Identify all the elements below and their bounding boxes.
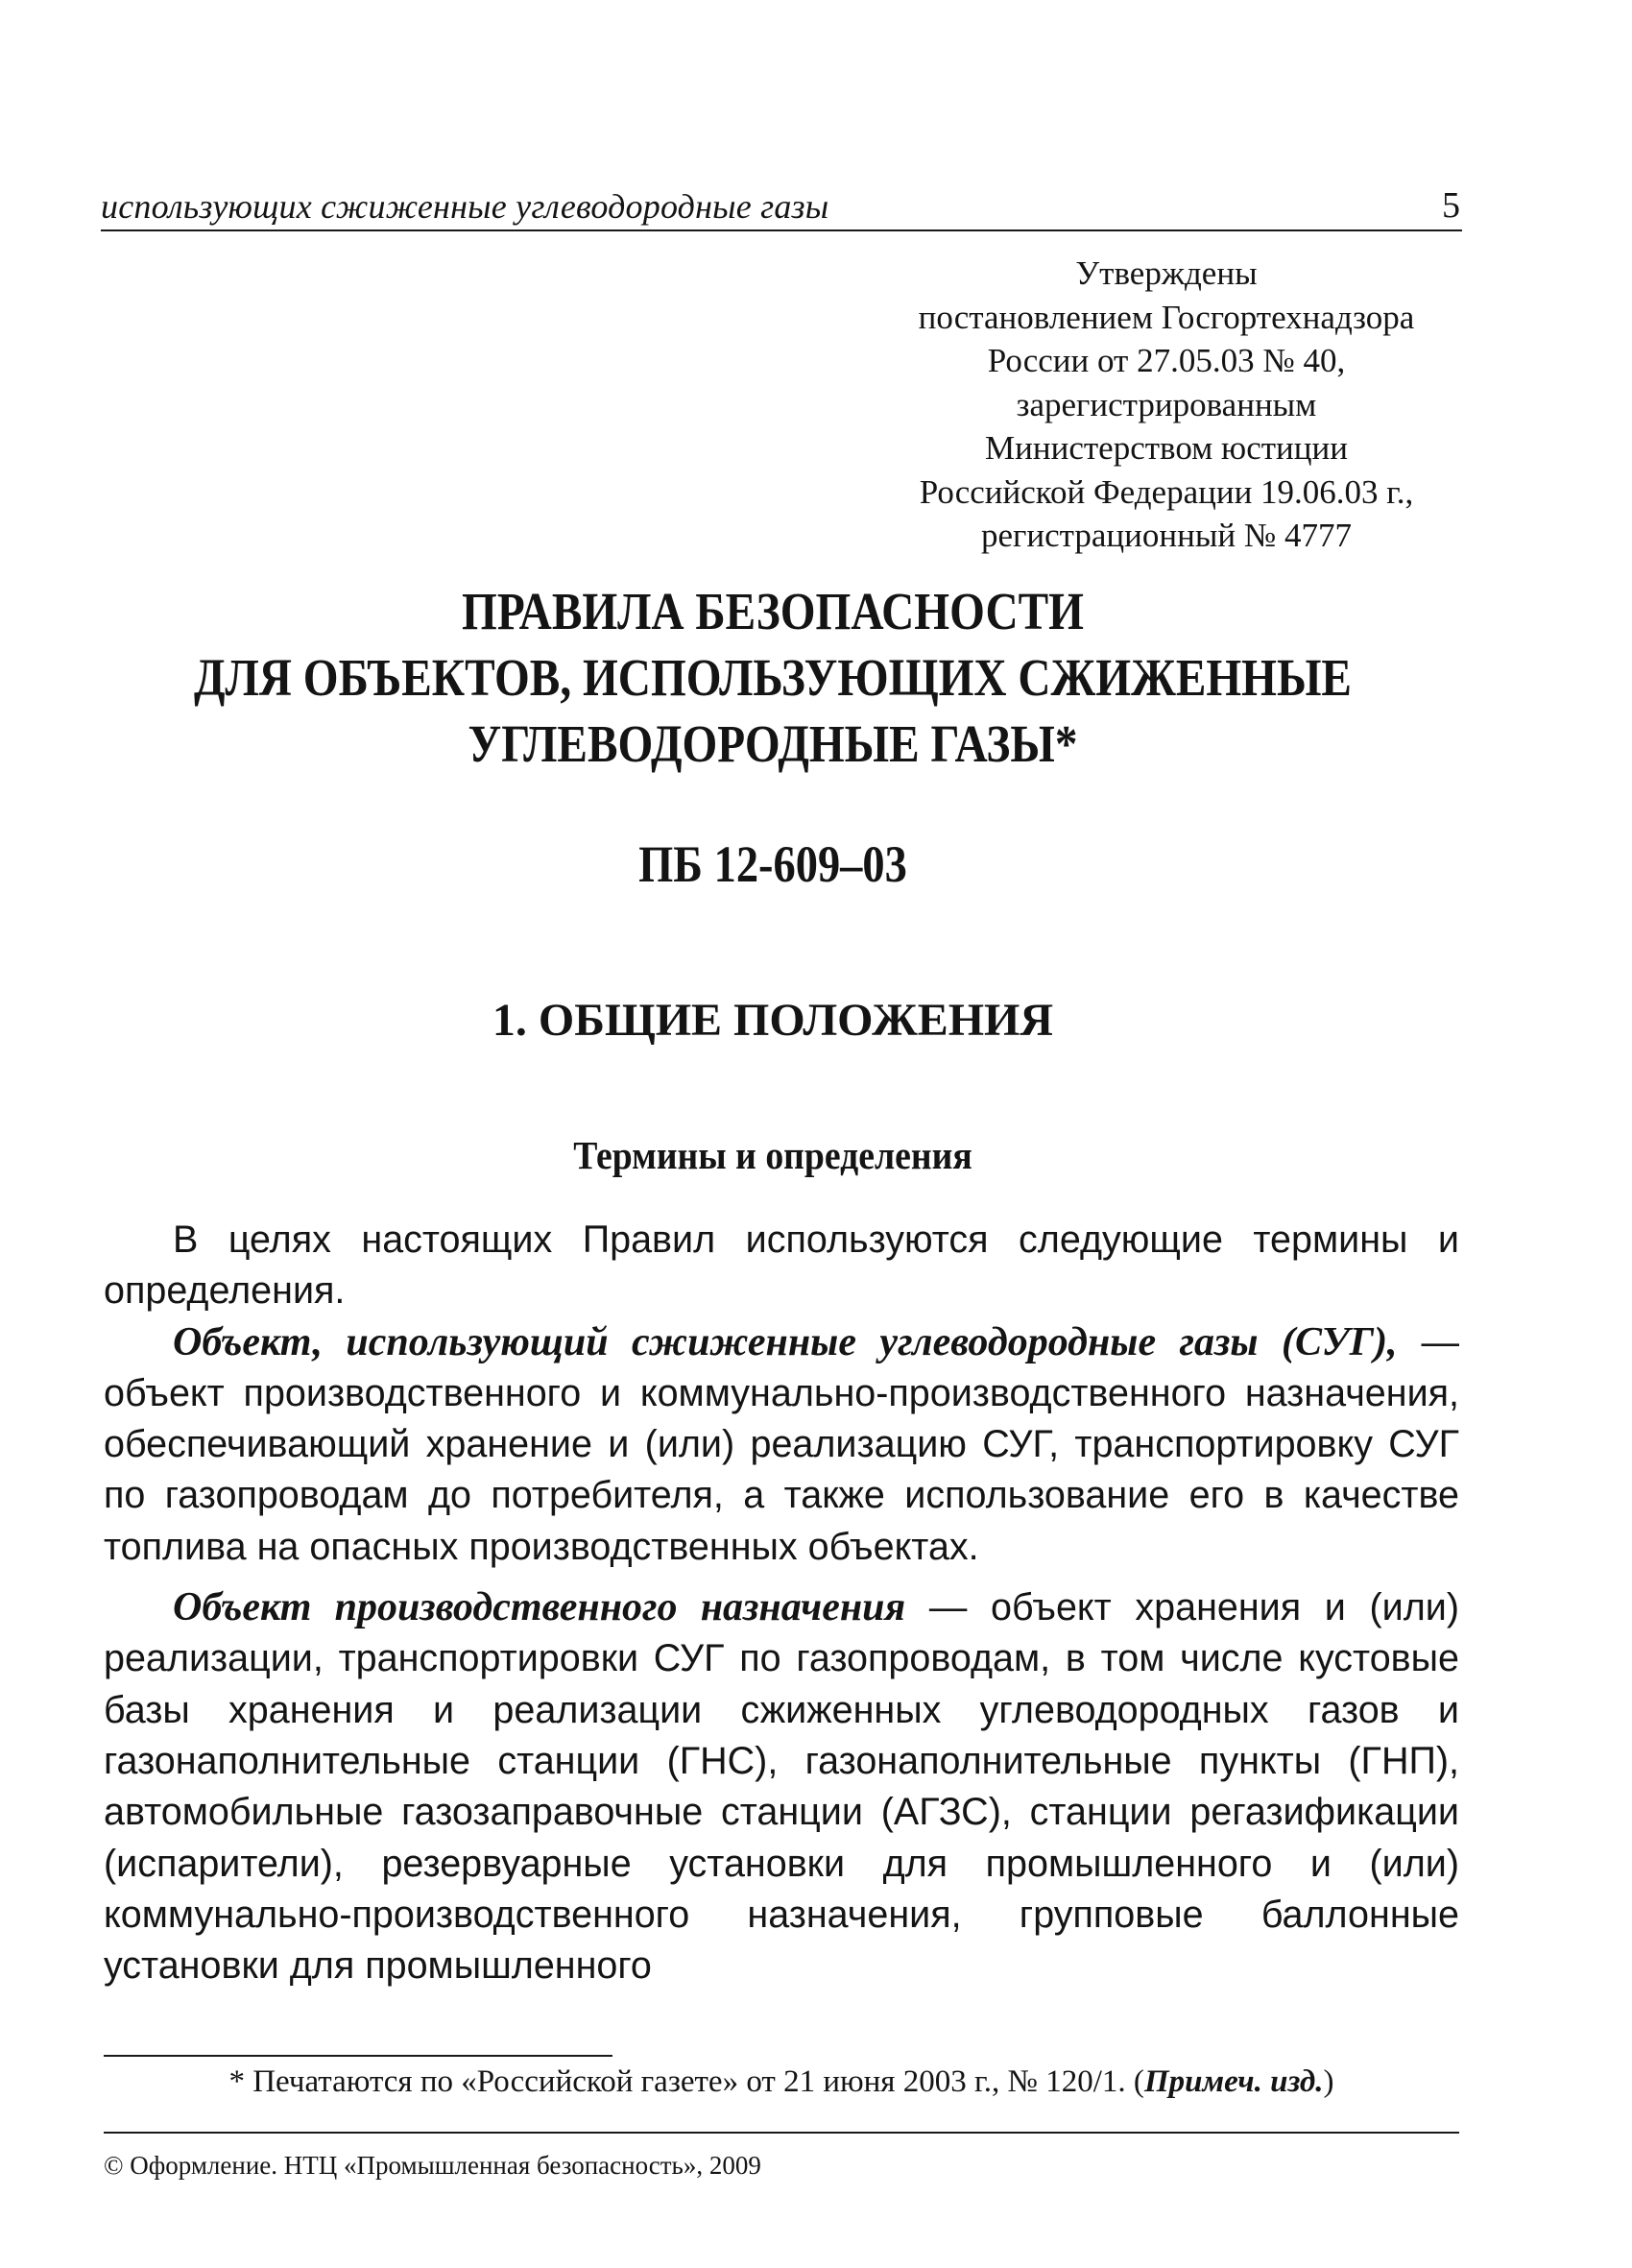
footnote-divider: [104, 2055, 612, 2057]
page-number: 5: [1442, 185, 1460, 226]
definition-text: — объект производственного и коммунально-производственного назначения, обеспечивающий хранение и (или) реализацию СУГ, транспортировку СУГ по газопроводам до потребителя, а также использование его в качестве топлива на опасных производственных объектах.: [104, 1320, 1459, 1568]
definition-paragraph: [104, 1582, 1459, 1991]
approval-line: зарегистрированным: [1016, 385, 1317, 423]
running-header-title: использующих сжиженные углеводородные газы: [101, 187, 829, 226]
defined-term: Объект производственного назначения: [173, 1585, 906, 1630]
section-heading: 1. ОБЩИЕ ПОЛОЖЕНИЯ: [492, 995, 1054, 1046]
intro-paragraph: В целях настоящих Правил используются следующие термины и определения.: [104, 1218, 1459, 1313]
approval-line: Министерством юстиции: [985, 429, 1348, 467]
document-title-line: ПРАВИЛА БЕЗОПАСНОСТИ: [462, 582, 1084, 640]
approval-line: Утверждены: [1075, 254, 1258, 292]
definition-text: — объект хранения и (или) реализации, транспортировки СУГ по газопроводам, в том числе кустовые базы хранения и реализации сжиженных углеводородных газов и газонаполнительные станции (ГНС), газонаполнительные пункты (ГНП), автомобильные газозаправочные станции (АГЗС), станции регазификации (испарители), резервуарные установки для промышленного и (или) коммунально-производственного назначения, групповые баллонные установки для промышленного: [104, 1586, 1459, 1988]
approval-line: постановлением Госгортехнадзора: [918, 298, 1415, 336]
footnote: [104, 2062, 1459, 2102]
defined-term: Объект, использующий сжиженные углеводородные газы (СУГ),: [173, 1319, 1398, 1364]
document-title-line: ДЛЯ ОБЪЕКТОВ, ИСПОЛЬЗУЮЩИХ СЖИЖЕННЫЕ: [194, 648, 1352, 707]
approval-line: Российской Федерации 19.06.03 г.,: [919, 472, 1414, 511]
footnote-close: ): [1323, 2064, 1334, 2099]
approval-line: регистрационный № 4777: [981, 517, 1352, 554]
copyright-divider: [104, 2132, 1459, 2134]
footnote-note: Примеч. изд.: [1143, 2064, 1324, 2099]
document-code: ПБ 12-609–03: [638, 835, 907, 893]
subsection-heading: Термины и определения: [573, 1133, 972, 1177]
document-title-line: УГЛЕВОДОРОДНЫЕ ГАЗЫ*: [468, 714, 1078, 773]
definition-paragraph: [104, 1317, 1459, 1573]
copyright-notice: © Оформление. НТЦ «Промышленная безопасность», 2009: [104, 2151, 761, 2180]
document-title: [182, 578, 1363, 777]
approval-line: России от 27.05.03 № 40,: [987, 342, 1346, 379]
body-text: [104, 1215, 1459, 1991]
footnote-text: * Печатаются по «Российской газете» от 21 июня 2003 г., № 120/1. (: [228, 2064, 1144, 2099]
running-header: [101, 185, 1462, 231]
approval-block: [869, 252, 1464, 558]
